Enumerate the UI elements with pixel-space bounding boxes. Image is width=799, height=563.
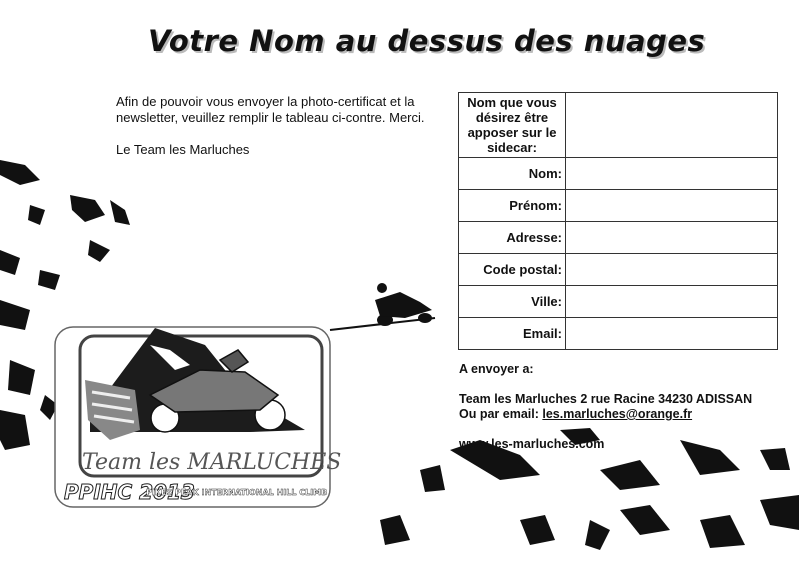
form-row-code-postal	[459, 254, 778, 286]
registration-form-table	[458, 92, 778, 350]
form-field-code-postal[interactable]	[566, 254, 778, 286]
page-title: Votre Nom au dessus des nuages	[148, 24, 706, 58]
form-label-adresse: Adresse:	[459, 222, 566, 254]
form-row-prenom	[459, 190, 778, 222]
form-label-nom: Nom:	[459, 158, 566, 190]
form-row-adresse	[459, 222, 778, 254]
form-field-ville[interactable]	[566, 286, 778, 318]
form-row-sidecar-name	[459, 93, 778, 158]
form-field-prenom[interactable]	[566, 190, 778, 222]
logo-event-code: PPIHC 2013	[64, 480, 195, 504]
form-row-email	[459, 318, 778, 350]
form-field-nom[interactable]	[566, 158, 778, 190]
email-line	[459, 407, 794, 422]
website-text: www.les-marluches.com	[459, 437, 605, 451]
logo-team-name: Team les MARLUCHES	[82, 450, 342, 475]
form-row-nom	[459, 158, 778, 190]
form-label-ville: Ville:	[459, 286, 566, 318]
form-label-email: Email:	[459, 318, 566, 350]
form-label-sidecar-name: Nom que vous désirez être apposer sur le sidecar:	[459, 93, 566, 158]
form-field-adresse[interactable]	[566, 222, 778, 254]
intro-signature: Le Team les Marluches	[116, 142, 250, 157]
form-field-email[interactable]	[566, 318, 778, 350]
form-row-ville	[459, 286, 778, 318]
logo-event-name: PIKES PEAK INTERNATIONAL HILL CLIMB	[146, 488, 328, 497]
send-to-block	[459, 362, 794, 452]
intro-text	[116, 94, 448, 174]
send-heading: A envoyer a:	[459, 362, 534, 376]
email-prefix: Ou par email:	[459, 407, 543, 421]
form-field-sidecar-name[interactable]	[566, 93, 778, 158]
intro-paragraph: Afin de pouvoir vous envoyer la photo-certificat et la newsletter, veuillez remplir le tableau ci-contre. Merci.	[116, 94, 425, 125]
email-link[interactable]: les.marluches@orange.fr	[542, 407, 693, 421]
form-label-code-postal: Code postal:	[459, 254, 566, 286]
postal-address: Team les Marluches 2 rue Racine 34230 ADISSAN	[459, 392, 753, 406]
form-label-prenom: Prénom:	[459, 190, 566, 222]
